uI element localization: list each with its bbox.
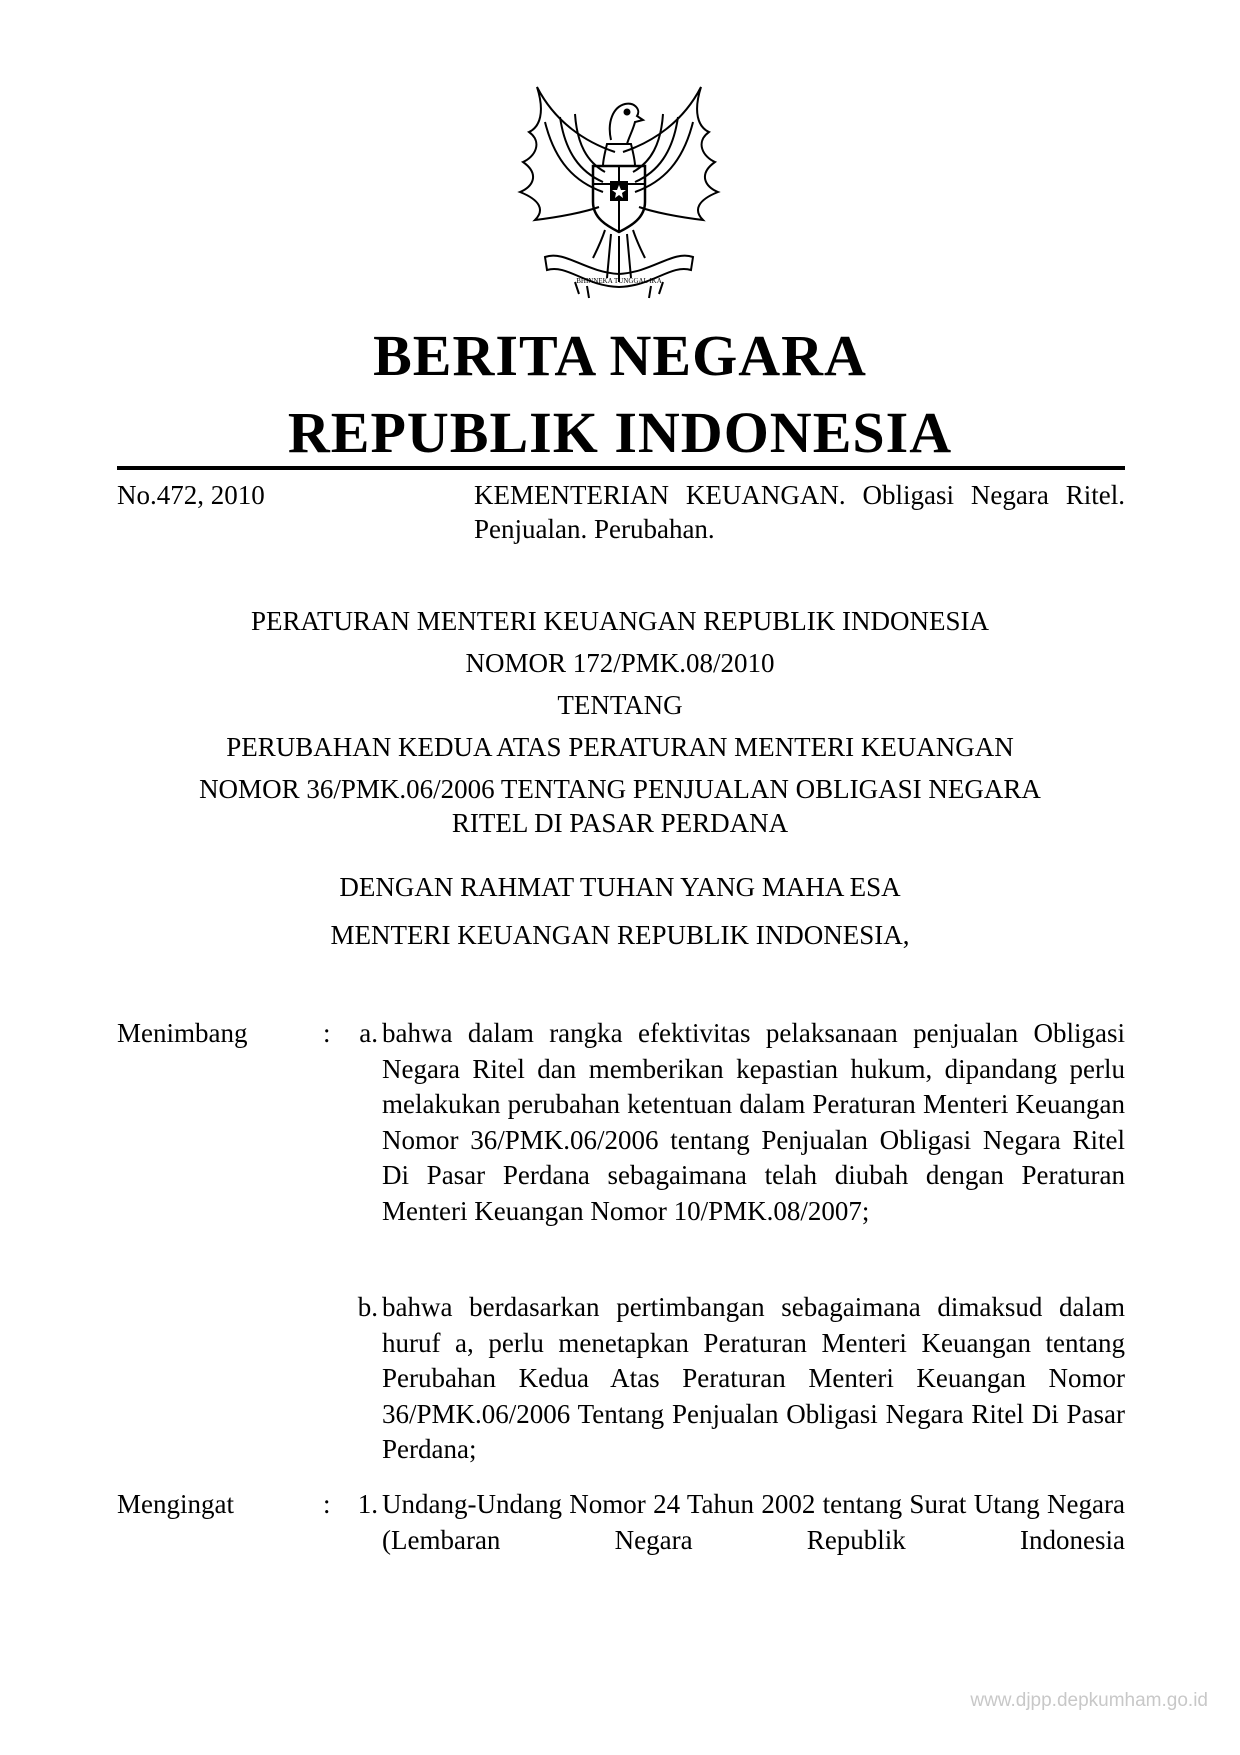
- gazette-title-line1: BERITA NEGARA: [373, 323, 867, 388]
- mengingat-item-1-marker: 1.: [357, 1489, 378, 1519]
- regulation-title-line1: PERATURAN MENTERI KEUANGAN REPUBLIK INDONESIA: [251, 606, 989, 636]
- menimbang-label: Menimbang: [117, 1018, 248, 1048]
- gazette-number: No.472, 2010: [117, 480, 265, 510]
- svg-text:BHINNEKA TUNGGAL IKA: BHINNEKA TUNGGAL IKA: [576, 277, 662, 285]
- mengingat-label: Mengingat: [117, 1489, 234, 1519]
- mengingat-colon: :: [323, 1489, 331, 1519]
- menimbang-item-a-text: bahwa dalam rangka efektivitas pelaksanaan penjualan Obligasi Negara Ritel dan memberikan kepastian hukum, dipandang perlu melakukan perubahan ketentuan dalam Peraturan Menteri Keuangan Nomor 36/PMK.06/2006 tentang Penjualan Obligasi Negara Ritel Di Pasar Perdana sebagaimana telah diubah dengan Peraturan Menteri Keuangan Nomor 10/PMK.08/2007;: [382, 1018, 1125, 1226]
- menimbang-colon: :: [323, 1018, 331, 1048]
- regulation-title-line6: RITEL DI PASAR PERDANA: [451, 808, 789, 838]
- gazette-title-line2: REPUBLIK INDONESIA: [287, 400, 953, 465]
- menimbang-item-b-marker: b.: [357, 1292, 378, 1322]
- source-watermark: www.djpp.depkumham.go.id: [970, 1690, 1208, 1711]
- regulation-title-line4: PERUBAHAN KEDUA ATAS PERATURAN MENTERI KEUANGAN: [226, 732, 1014, 762]
- regulation-title-line5: NOMOR 36/PMK.06/2006 TENTANG PENJUALAN OBLIGASI NEGARA: [199, 774, 1041, 804]
- regulation-number: NOMOR 172/PMK.08/2010: [465, 648, 775, 678]
- menimbang-item-a-marker: a.: [359, 1018, 378, 1048]
- preamble-line2: MENTERI KEUANGAN REPUBLIK INDONESIA,: [330, 920, 910, 950]
- preamble-line1: DENGAN RAHMAT TUHAN YANG MAHA ESA: [339, 872, 901, 902]
- regulation-tentang: TENTANG: [557, 690, 683, 720]
- menimbang-item-b-text: bahwa berdasarkan pertimbangan sebagaimana dimaksud dalam huruf a, perlu menetapkan Peraturan Menteri Keuangan tentang Perubahan Kedua Atas Peraturan Menteri Keuangan Nomor 36/PMK.06/2006 Tentang Penjualan Obligasi Negara Ritel Di Pasar Perdana;: [382, 1292, 1125, 1464]
- mengingat-item-1-text: Undang-Undang Nomor 24 Tahun 2002 tentang Surat Utang Negara (Lembaran Negara Republik Indonesia: [382, 1489, 1125, 1555]
- title-divider: [117, 466, 1125, 470]
- garuda-emblem-icon: [515, 82, 723, 300]
- gazette-subject: KEMENTERIAN KEUANGAN. Obligasi Negara Ritel. Penjualan. Perubahan.: [474, 480, 1125, 544]
